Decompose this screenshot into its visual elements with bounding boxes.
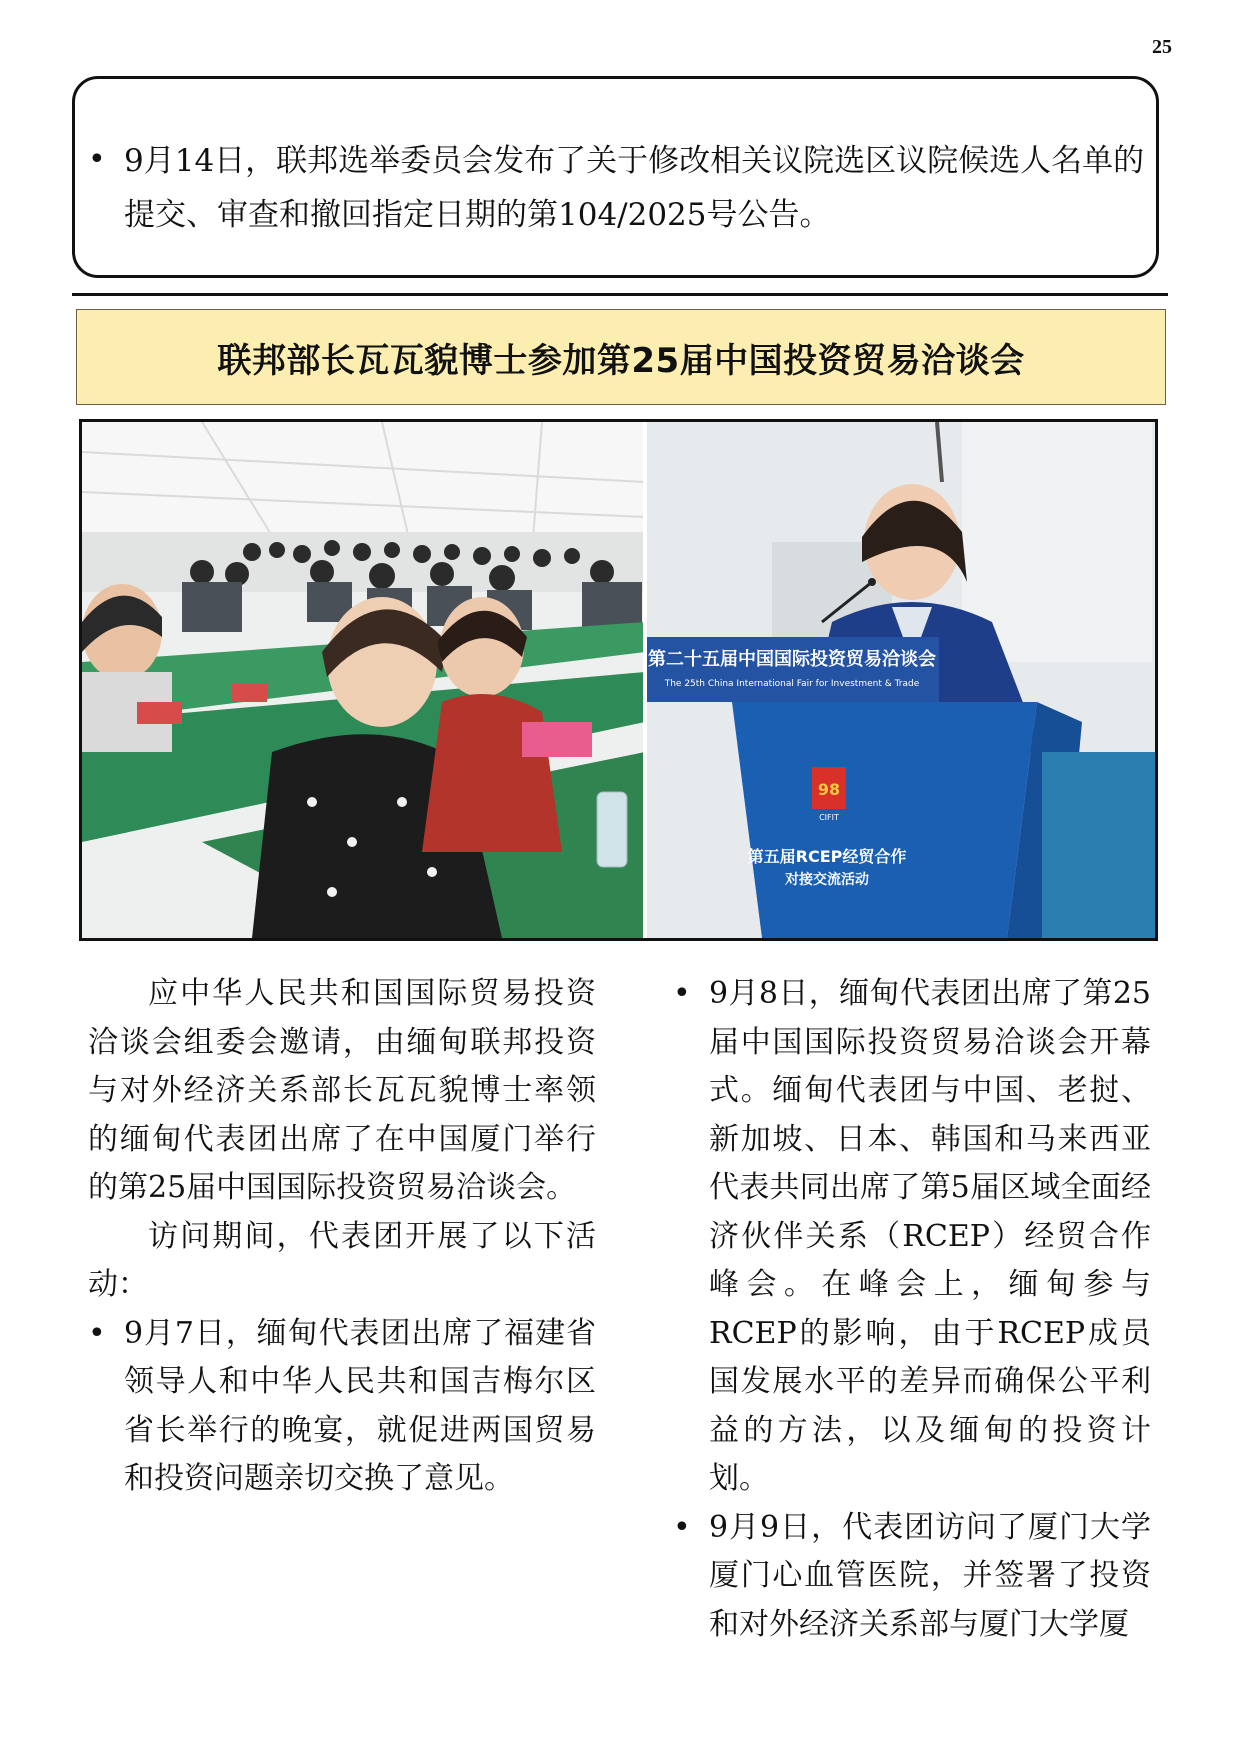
bullet-icon: •	[88, 142, 106, 177]
bullet-icon: •	[673, 976, 691, 1011]
notice-text: 9月14日，联邦选举委员会发布了关于修改相关议院选区议院候选人名单的提交、审查和撤回指定日期的第104/2025号公告。	[124, 143, 1145, 233]
podium-text-line2: 对接交流活动	[785, 872, 869, 888]
bullet-text-sep8: 9月8日，缅甸代表团出席了第25届中国国际投资贸易洽谈会开幕式。缅甸代表团与中国、老挝、新加坡、日本、韩国和马来西亚代表共同出席了第5届区域全面经济伙伴关系（RCEP）经贸合作峰会。在峰会上，缅甸参与RCEP的影响，由于RCEP成员国发展水平的差异而确保公平利益的方法，以及缅甸的投资计划。	[709, 976, 1151, 1496]
conference-hall-photo	[82, 422, 645, 938]
article-photo	[79, 419, 1158, 941]
page-number: 25	[1152, 36, 1172, 58]
bullet-icon: •	[673, 1509, 691, 1545]
right-column	[673, 970, 1151, 1649]
list-item	[673, 1504, 1151, 1650]
speaker-photo	[645, 422, 1155, 938]
svg-text:98: 98	[817, 780, 841, 799]
event-banner-text: 第二十五届中国国际投资贸易洽谈会	[648, 649, 936, 670]
bullet-text-sep7: 9月7日，缅甸代表团出席了福建省领导人和中华人民共和国吉梅尔区省长举行的晚宴，就促进两国贸易和投资问题亲切交换了意见。	[124, 1315, 596, 1496]
list-item	[88, 1310, 596, 1504]
event-banner-subtext: The 25th China International Fair for Investment & Trade	[664, 679, 920, 689]
list-item	[673, 970, 1151, 1504]
podium-text-line1: 第五届RCEP经贸合作	[747, 847, 907, 866]
bullet-text-sep9: 9月9日，代表团访问了厦门大学厦门心血管医院，并签署了投资和对外经济关系部与厦门大学厦	[709, 1509, 1151, 1642]
bullet-icon: •	[88, 1315, 106, 1351]
activities-intro: 访问期间，代表团开展了以下活动：	[88, 1218, 596, 1302]
section-divider	[72, 293, 1168, 296]
svg-text:CIFIT: CIFIT	[819, 813, 839, 822]
article-title: 联邦部长瓦瓦貌博士参加第25届中国投资贸易洽谈会	[217, 340, 1025, 381]
left-column	[88, 970, 596, 1504]
article-title-banner	[76, 309, 1166, 405]
intro-paragraph: 应中华人民共和国国际贸易投资洽谈会组委会邀请，由缅甸联邦投资与对外经济关系部长瓦瓦貌博士率领的缅甸代表团出席了在中国厦门举行的第25届中国国际投资贸易洽谈会。	[88, 976, 596, 1205]
